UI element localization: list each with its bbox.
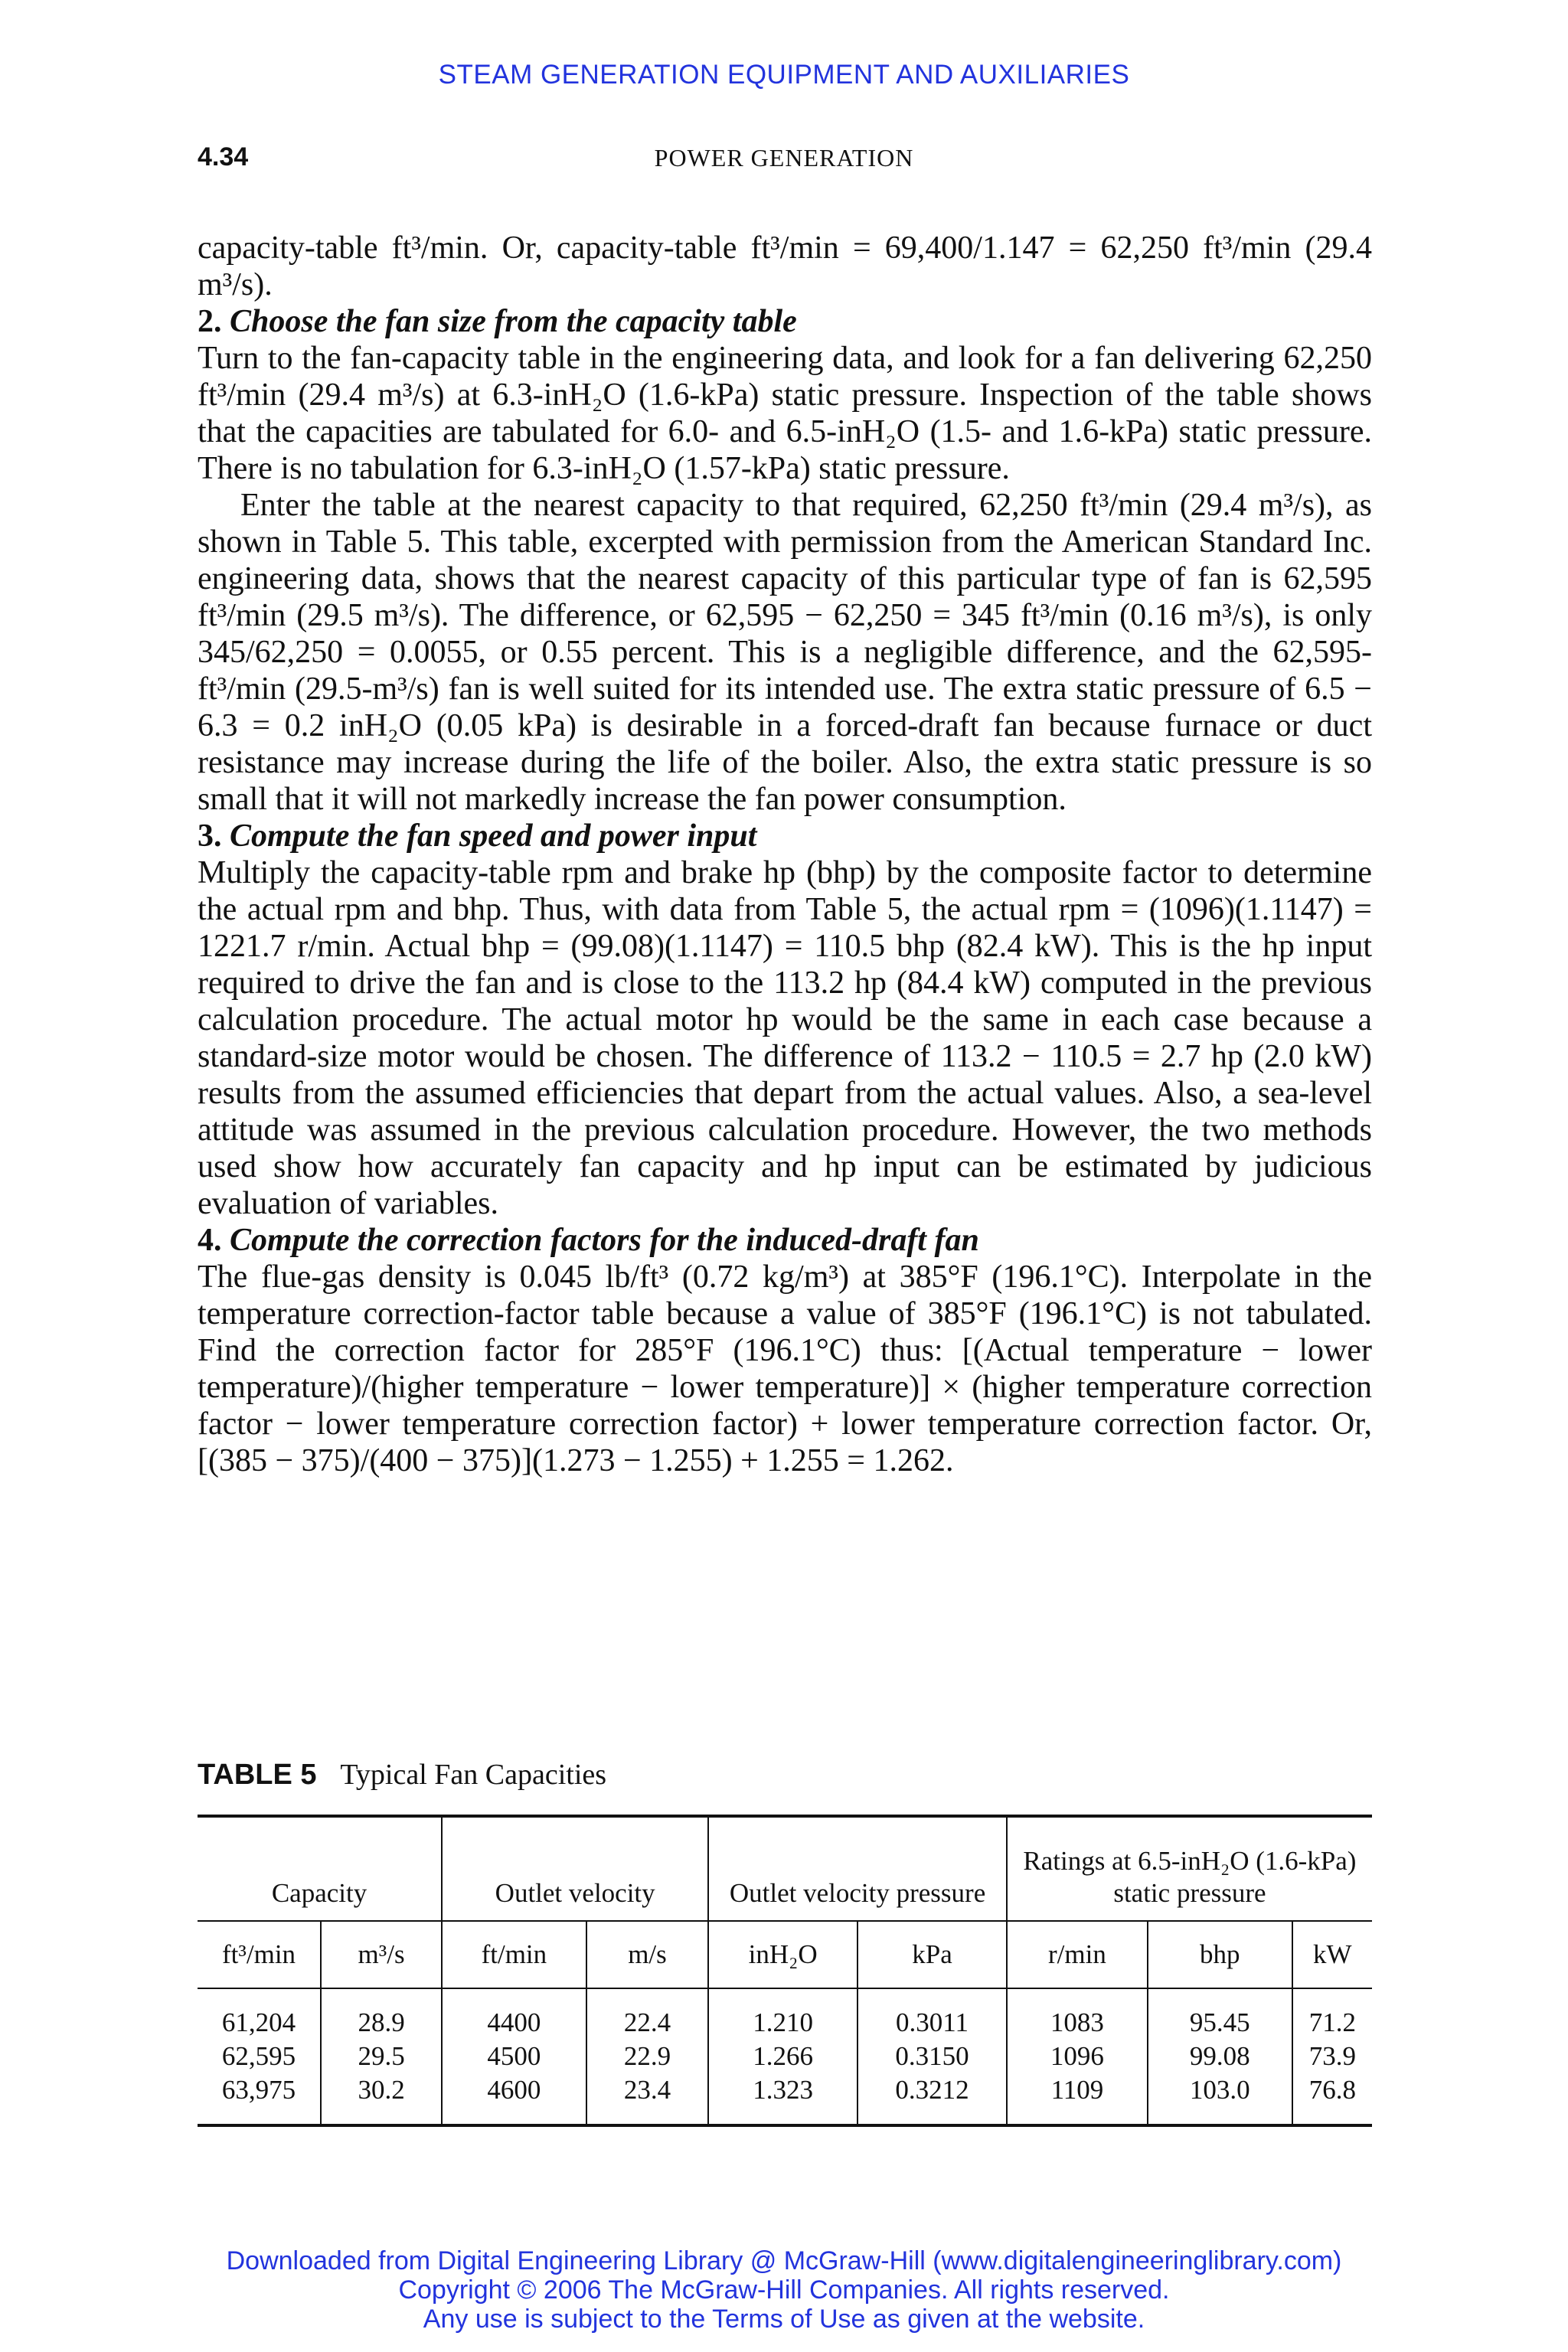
paragraph: Multiply the capacity-table rpm and brake hp (bhp) by the composite factor to determine the actual rpm and bhp. Thus, with data from Table 5, the actual rpm = (1096)(1.1147) = 1221.7 r/min. Actual bhp = (99.08)(1.1147) = 110.5 bhp (82.4 kW). This is the hp input required to drive the fan and is close to the 113.2 hp (84.4 kW) computed in the previous calculation procedure. The actual motor hp would be the same in each case because a standard-size motor would be chosen. The difference of 113.2 − 110.5 = 2.7 hp (2.0 kW) results from the assumed efficiencies that depart from the actual values. Also, a sea-level attitude was assumed in the previous calculation procedure. However, the two methods used show how accurately fan capacity and hp input can be estimated by judicious evaluation of variables. bbox=[198, 855, 1372, 1221]
step-title: Compute the fan speed and power input bbox=[230, 818, 757, 854]
column-group-header: Outlet velocity bbox=[442, 1816, 708, 1921]
body-text bbox=[198, 230, 1372, 1479]
footer-terms-line[interactable]: Any use is subject to the Terms of Use as given at the website. bbox=[423, 2305, 1145, 2334]
running-header[interactable]: STEAM GENERATION EQUIPMENT AND AUXILIARIES bbox=[438, 60, 1130, 90]
paragraph: The flue-gas density is 0.045 lb/ft³ (0.72 kg/m³) at 385°F (196.1°C). Interpolate in the temperature correction-factor table because a value of 385°F (196.1°C) is not tabulated. Find the correction factor for 285°F (196.1°C) thus: [(Actual temperature − lower temperature)/(higher temperature − lower temperature)] × (higher temperature correction factor − lower temperature correction factor) + lower temperature correction factor. Or, [(385 − 375)/(400 − 375)](1.273 − 1.255) + 1.255 = 1.262. bbox=[198, 1259, 1372, 1478]
column-header: m/s bbox=[586, 1921, 709, 1988]
step-number: 2. bbox=[198, 304, 222, 339]
column-group-header: Capacity bbox=[198, 1816, 442, 1921]
column-header: ft/min bbox=[442, 1921, 586, 1988]
table-cell: 22.4 bbox=[586, 1988, 709, 2040]
table-cell: 22.9 bbox=[586, 2040, 709, 2073]
column-header: r/min bbox=[1007, 1921, 1148, 1988]
footer-download-line[interactable]: Downloaded from Digital Engineering Library @ McGraw-Hill (www.digitalengineeringlibrary.com) bbox=[226, 2246, 1342, 2275]
column-header: inH₂O bbox=[708, 1921, 858, 1988]
column-header: kPa bbox=[858, 1921, 1007, 1988]
step-heading bbox=[198, 818, 1372, 854]
table-cell: 73.9 bbox=[1292, 2040, 1372, 2073]
step-heading bbox=[198, 303, 1372, 340]
column-header: kW bbox=[1292, 1921, 1372, 1988]
paragraph: capacity-table ft³/min. Or, capacity-table ft³/min = 69,400/1.147 = 62,250 ft³/min (29.4 m³/s). bbox=[198, 230, 1372, 302]
table-cell: 76.8 bbox=[1292, 2073, 1372, 2125]
column-group-header: Outlet velocity pressure bbox=[708, 1816, 1007, 1921]
table-5 bbox=[198, 1758, 1372, 2127]
paragraph: Turn to the fan-capacity table in the engineering data, and look for a fan delivering 62,250 ft³/min (29.4 m³/s) at 6.3-inH₂O (1.6-kPa) static pressure. Inspection of the table shows that the capacities are tabulated for 6.0- and 6.5-inH₂O (1.5- and 1.6-kPa) static pressure. There is no tabulation for 6.3-inH₂O (1.57-kPa) static pressure. bbox=[198, 341, 1372, 486]
table-cell: 28.9 bbox=[321, 1988, 442, 2040]
table-caption bbox=[198, 1758, 1372, 1792]
table-cell: 1.266 bbox=[708, 2040, 858, 2073]
table-cell: 99.08 bbox=[1148, 2040, 1292, 2073]
step-heading bbox=[198, 1222, 1372, 1259]
table-cell: 4400 bbox=[442, 1988, 586, 2040]
table-label: TABLE 5 bbox=[198, 1759, 317, 1791]
table-cell: 103.0 bbox=[1148, 2073, 1292, 2125]
table-cell: 1109 bbox=[1007, 2073, 1148, 2125]
page-number: 4.34 bbox=[198, 142, 249, 172]
table-cell: 0.3011 bbox=[858, 1988, 1007, 2040]
table-cell: 1083 bbox=[1007, 1988, 1148, 2040]
page-title: POWER GENERATION bbox=[654, 144, 914, 172]
step-title: Compute the correction factors for the induced-draft fan bbox=[230, 1223, 979, 1258]
column-header: m³/s bbox=[321, 1921, 442, 1988]
table-cell: 23.4 bbox=[586, 2073, 709, 2125]
table-row bbox=[198, 2073, 1372, 2125]
table-cell: 4500 bbox=[442, 2040, 586, 2073]
table-cell: 95.45 bbox=[1148, 1988, 1292, 2040]
step-title: Choose the fan size from the capacity table bbox=[230, 304, 797, 339]
table-cell: 0.3212 bbox=[858, 2073, 1007, 2125]
table-cell: 1096 bbox=[1007, 2040, 1148, 2073]
table-title: Typical Fan Capacities bbox=[340, 1759, 607, 1791]
table-cell: 61,204 bbox=[221, 2007, 296, 2037]
footer-copyright-line: Copyright © 2006 The McGraw-Hill Companies. All rights reserved. bbox=[398, 2275, 1170, 2305]
table-cell: 62,595 bbox=[221, 2041, 296, 2071]
column-header: bhp bbox=[1148, 1921, 1292, 1988]
table-cell: 29.5 bbox=[321, 2040, 442, 2073]
paragraph: Enter the table at the nearest capacity to that required, 62,250 ft³/min (29.4 m³/s), as shown in Table 5. This table, excerpted with permission from the American Standard Inc. engineering data, shows that the nearest capacity of this particular type of fan is 62,595 ft³/min (29.5 m³/s). The difference, or 62,595 − 62,250 = 345 ft³/min (0.16 m³/s), is only 345/62,250 = 0.0055, or 0.55 percent. This is a negligible difference, and the 62,595-ft³/min (29.5-m³/s) fan is well suited for its intended use. The extra static pressure of 6.5 − 6.3 = 0.2 inH₂O (0.05 kPa) is desirable in a forced-draft fan because furnace or duct resistance may increase during the life of the boiler. Also, the extra static pressure is so small that it will not markedly increase the fan power consumption. bbox=[198, 488, 1372, 817]
table-row bbox=[198, 1988, 1372, 2040]
table-cell: 4600 bbox=[442, 2073, 586, 2125]
table-cell: 1.323 bbox=[708, 2073, 858, 2125]
download-footer[interactable] bbox=[0, 2246, 1568, 2334]
table-cell: 1.210 bbox=[708, 1988, 858, 2040]
fan-capacity-table bbox=[198, 1815, 1372, 2127]
step-number: 3. bbox=[198, 818, 222, 854]
table-cell: 71.2 bbox=[1292, 1988, 1372, 2040]
table-cell: 30.2 bbox=[321, 2073, 442, 2125]
table-cell: 0.3150 bbox=[858, 2040, 1007, 2073]
column-group-header: Ratings at 6.5-inH₂O (1.6-kPa) static pressure bbox=[1007, 1816, 1372, 1921]
step-number: 4. bbox=[198, 1223, 222, 1258]
table-row bbox=[198, 2040, 1372, 2073]
column-header: ft³/min bbox=[198, 1921, 321, 1988]
table-cell: 63,975 bbox=[221, 2075, 296, 2105]
